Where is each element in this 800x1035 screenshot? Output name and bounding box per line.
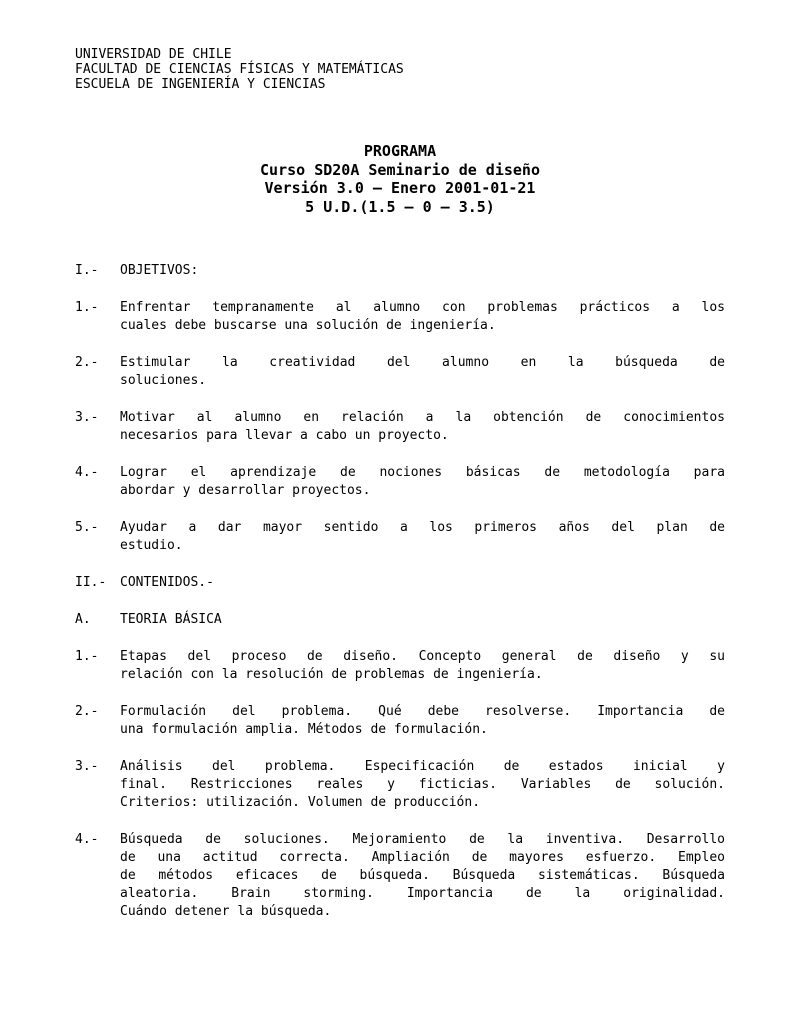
program-title-block [75,142,725,216]
item-text-line: Ayudar a dar mayor sentido a los primeros años del plan de [120,520,725,535]
item-number: 1.- [75,649,99,664]
item-text-line: Formulación del problema. Qué debe resolverse. Importancia de [120,704,725,719]
item-text [120,262,725,280]
item-text-line: estudio. [120,538,183,553]
document-item [75,574,725,592]
document-item [75,703,725,739]
item-text-line: final. Restricciones reales y ficticias. Variables de solución. [120,777,725,792]
title-line-credits: 5 U.D.(1.5 – 0 – 3.5) [305,197,495,216]
university-header [75,47,725,92]
title-line-programa: PROGRAMA [363,142,437,160]
item-text-line: relación con la resolución de problemas de ingeniería. [120,667,543,682]
item-text-line: Enfrentar tempranamente al alumno con problemas prácticos a los [120,300,725,315]
item-text-line: de una actitud correcta. Ampliación de mayores esfuerzo. Empleo [120,850,725,865]
item-text-line: Búsqueda de soluciones. Mejoramiento de la inventiva. Desarrollo [120,832,725,847]
item-number: 3.- [75,410,99,425]
item-number: 4.- [75,832,99,847]
item-text [120,703,725,739]
item-text-line: Etapas del proceso de diseño. Concepto general de diseño y su [120,649,725,664]
document-item [75,611,725,629]
header-line-university: UNIVERSIDAD DE CHILE [75,47,232,62]
document-item [75,354,725,390]
item-text-line: Motivar al alumno en relación a la obtención de conocimientos [120,410,725,425]
item-text [120,299,725,335]
item-text-line: TEORIA BÁSICA [120,612,222,627]
header-line-school: ESCUELA DE INGENIERÍA Y CIENCIAS [75,77,326,92]
item-text-line: Estimular la creatividad del alumno en la búsqueda de [120,355,725,370]
item-text-line: cuales debe buscarse una solución de ingeniería. [120,318,496,333]
item-text-line: Lograr el aprendizaje de nociones básicas de metodología para [120,465,725,480]
item-number: 4.- [75,465,99,480]
item-number: 2.- [75,704,99,719]
document-item [75,299,725,335]
item-text-line: aleatoria. Brain storming. Importancia de la originalidad. [120,886,725,901]
item-number: II.- [75,575,107,590]
document-item [75,409,725,445]
item-text-line: de métodos eficaces de búsqueda. Búsqueda sistemáticas. Búsqueda [120,868,725,883]
item-text-line: CONTENIDOS.- [120,575,214,590]
header-line-faculty: FACULTAD DE CIENCIAS FÍSICAS Y MATEMÁTICAS [75,62,404,77]
item-text [120,409,725,445]
item-text [120,354,725,390]
title-line-version: Versión 3.0 – Enero 2001-01-21 [264,179,536,197]
title-line-course: Curso SD20A Seminario de diseño [260,160,540,179]
item-number: I.- [75,263,99,278]
item-text [120,611,725,629]
item-text [120,758,725,812]
item-text-line: soluciones. [120,373,207,388]
item-number: 1.- [75,300,99,315]
item-text-line: Criterios: utilización. Volumen de producción. [120,795,481,810]
document-item [75,464,725,500]
item-text-line: OBJETIVOS: [120,263,199,278]
item-text [120,831,725,921]
item-text-line: una formulación amplia. Métodos de formulación. [120,722,488,737]
item-number: 3.- [75,759,99,774]
document-item [75,648,725,684]
item-number: 2.- [75,355,99,370]
item-text-line: Análisis del problema. Especificación de estados inicial y [120,759,725,774]
document-item [75,519,725,555]
item-text-line: necesarios para llevar a cabo un proyecto. [120,428,449,443]
item-text-line: Cuándo detener la búsqueda. [120,904,332,919]
item-text [120,464,725,500]
document-item [75,262,725,280]
item-text-line: abordar y desarrollar proyectos. [120,483,371,498]
document-body [75,262,725,921]
item-text [120,519,725,555]
item-text [120,648,725,684]
document-item [75,831,725,921]
item-text [120,574,725,592]
item-number: A. [75,612,91,627]
item-number: 5.- [75,520,99,535]
document-item [75,758,725,812]
